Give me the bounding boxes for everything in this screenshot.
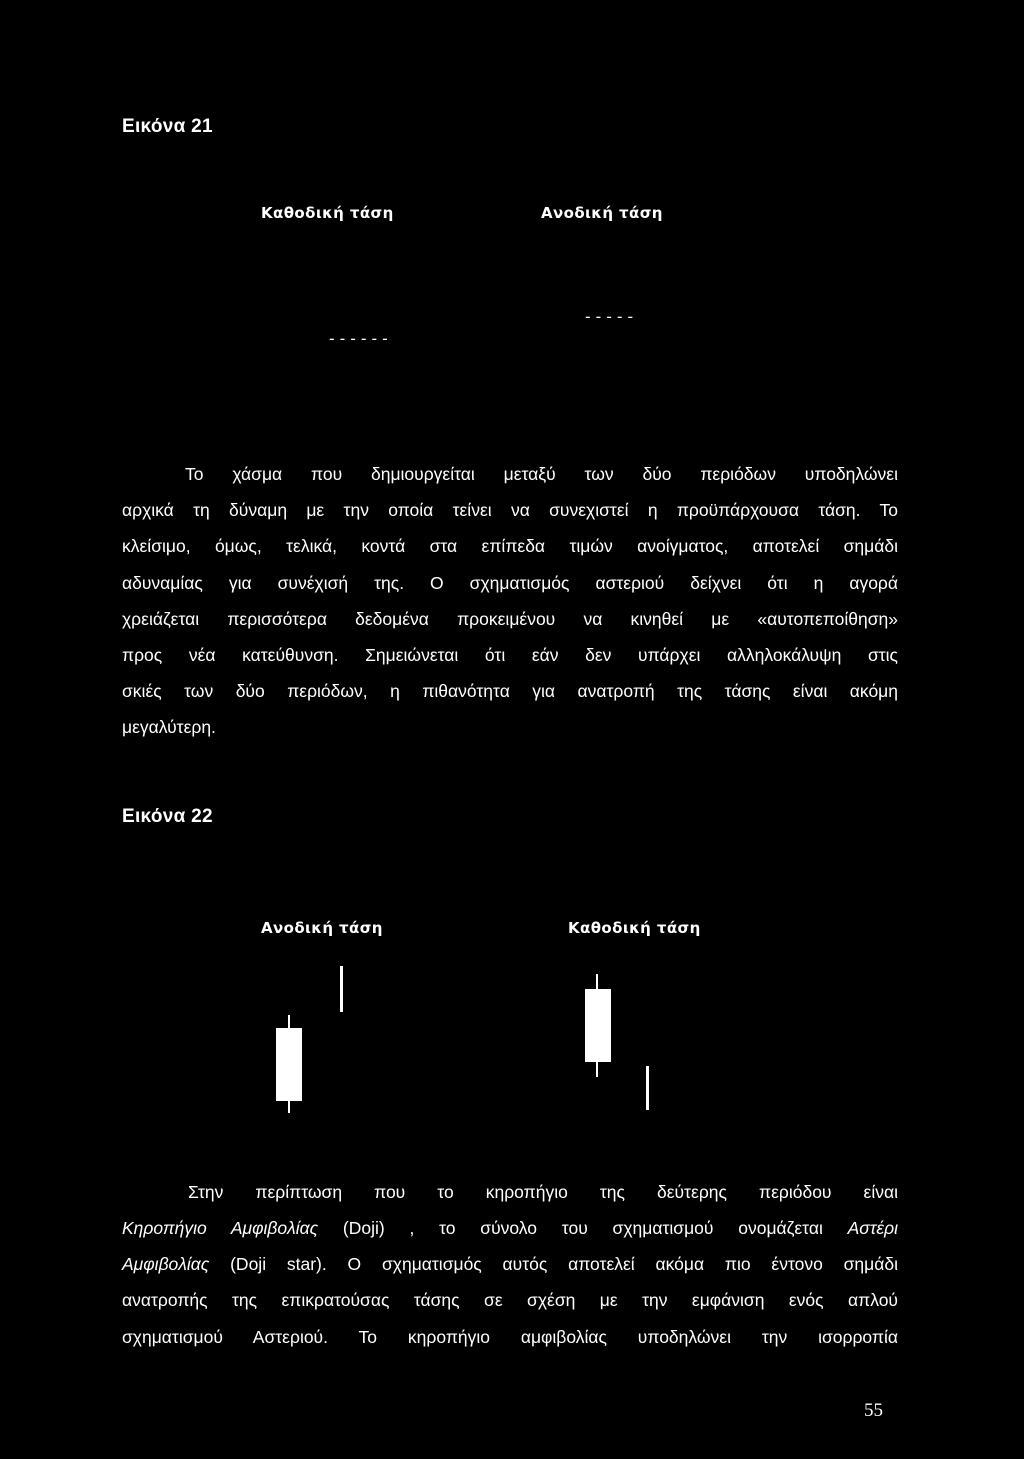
figure-22-right-trend: Καθοδική τάση [568,919,701,937]
paragraph-2-line-5: σχηματισμού Αστεριού. Το κηροπήγιο αμφιβολίας υποδηλώνει την ισορροπία [122,1327,898,1347]
paragraph-2-line-4: ανατροπής της επικρατούσας τάσης σε σχέση με την εμφάνιση ενός απλού [122,1290,898,1310]
figure-22-left-trend: Ανοδική τάση [261,919,383,937]
paragraph-2-line-1: Στην περίπτωση που το κηροπήγιο της δεύτερης περιόδου είναι [188,1182,898,1202]
figure-21-left-trend: Καθοδική τάση [261,204,394,222]
doji-star-1 [340,966,343,1012]
candle-1-upper-wick [288,1015,290,1029]
paragraph-1-line-5: χρειάζεται περισσότερα δεδομένα προκειμένου να κινηθεί με «αυτοπεποίθηση» [122,609,898,629]
paragraph-1-line-3: κλείσιμο, όμως, τελικά, κοντά στα επίπεδα τιμών ανοίγματος, αποτελεί σημάδι [122,536,898,556]
doji-star-2 [646,1066,649,1110]
page-number: 55 [864,1400,883,1421]
figure-21-left-dashes: ------ [327,329,391,348]
term-doji: Κηροπήγιο Αμφιβολίας [122,1218,319,1238]
figure-21-right-trend: Ανοδική τάση [541,204,663,222]
paragraph-2-line-3: Αμφιβολίας (Doji star). Ο σχηματισμός αυτός αποτελεί ακόμα πιο έντονο σημάδι [122,1254,898,1274]
term-star: Αστέρι [847,1218,898,1238]
paragraph-1-line-2: αρχικά τη δύναμη με την οποία τείνει να συνεχιστεί η προϋπάρχουσα τάση. Το [122,500,898,520]
paragraph-1-line-1: Το χάσμα που δημιουργείται μεταξύ των δύο περιόδων υποδηλώνει [185,464,898,484]
figure-22-label: Εικόνα 22 [122,806,213,827]
paragraph-1-line-6: προς νέα κατεύθυνση. Σημειώνεται ότι εάν δεν υπάρχει αλληλοκάλυψη στις [122,645,898,665]
figure-21-label: Εικόνα 21 [122,116,213,137]
paragraph-1-line-8: μεγαλύτερη. [122,717,216,737]
candle-1-body [276,1028,302,1101]
term-doubt: Αμφιβολίας [122,1254,210,1274]
paragraph-1-line-7: σκιές των δύο περιόδων, η πιθανότητα για ανατροπή της τάσης είναι ακόμη [122,681,898,701]
candle-2-body [585,989,611,1062]
candle-2-upper-wick [596,974,598,990]
figure-21-right-dashes: ----- [583,307,637,326]
candle-1-lower-wick [288,1100,290,1113]
paragraph-2-line-2: Κηροπήγιο Αμφιβολίας (Doji) , το σύνολο του σχηματισμού ονομάζεται Αστέρι [122,1218,898,1238]
candle-2-lower-wick [596,1061,598,1077]
paragraph-1-line-4: αδυναμίας για συνέχισή της. Ο σχηματισμός αστεριού δείχνει ότι η αγορά [122,573,898,593]
